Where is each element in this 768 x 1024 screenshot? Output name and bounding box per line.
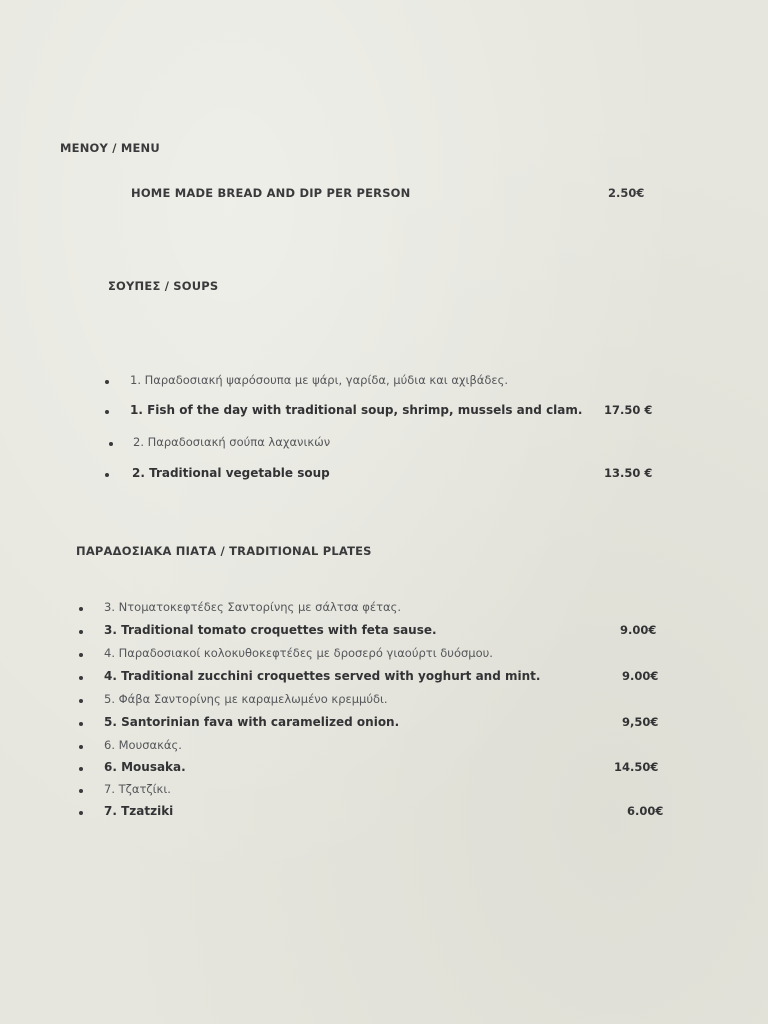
list-item [0,645,768,665]
list-item [0,781,768,801]
item-text-greek: 3. Ντοματοκεφτέδες Σαντορίνης με σάλτσα φέτας. [104,600,401,614]
bullet-icon [79,653,83,657]
item-price: 9.00€ [620,623,657,637]
bullet-icon [105,473,109,477]
bread-price: 2.50€ [608,186,645,200]
soups-heading: ΣΟΥΠΕΣ / SOUPS [108,279,219,293]
item-text-english: 7. Tzatziki [104,804,174,818]
bullet-icon [109,442,113,446]
item-text-greek: 2. Παραδοσιακή σούπα λαχανικών [133,435,331,449]
traditional-heading: ΠΑΡΑΔΟΣΙΑΚΑ ΠΙΑΤΑ / TRADITIONAL PLATES [76,544,372,558]
menu-title: ΜΕΝΟΥ / MENU [60,141,160,155]
bread-label: HOME MADE BREAD AND DIP PER PERSON [131,186,411,200]
bullet-icon [79,607,83,611]
item-text-greek: 6. Μουσακάς. [104,738,182,752]
item-text-greek: 1. Παραδοσιακή ψαρόσουπα με ψάρι, γαρίδα, μύδια και αχιβάδες. [130,373,509,387]
list-item [0,714,768,734]
item-price: 9.00€ [622,669,659,683]
item-text-greek: 4. Παραδοσιακοί κολοκυθοκεφτέδες με δροσερό γιαούρτι δυόσμου. [104,646,493,660]
item-text-english: 2. Traditional vegetable soup [132,466,330,480]
bullet-icon [79,699,83,703]
item-text-english: 1. Fish of the day with traditional soup, shrimp, mussels and clam. [130,403,583,417]
bullet-icon [105,380,109,384]
bullet-icon [105,410,109,414]
list-item [0,402,768,422]
bullet-icon [79,745,83,749]
list-item [0,622,768,642]
item-price: 6.00€ [627,804,664,818]
list-item [0,465,768,485]
list-item [0,737,768,757]
list-item [0,691,768,711]
list-item [0,372,768,392]
bullet-icon [79,630,83,634]
list-item [0,759,768,779]
item-text-english: 3. Traditional tomato croquettes with feta sause. [104,623,437,637]
bullet-icon [79,722,83,726]
bullet-icon [79,789,83,793]
list-item [0,668,768,688]
item-text-english: 5. Santorinian fava with caramelized onion. [104,715,400,729]
item-price: 14.50€ [614,760,659,774]
item-text-greek: 7. Τζατζίκι. [104,782,171,796]
item-price: 17.50 € [604,403,653,417]
bullet-icon [79,811,83,815]
bullet-icon [79,676,83,680]
item-price: 9,50€ [622,715,659,729]
bullet-icon [79,767,83,771]
item-text-greek: 5. Φάβα Σαντορίνης με καραμελωμένο κρεμμύδι. [104,692,388,706]
list-item [0,434,768,454]
item-text-english: 6. Mousaka. [104,760,186,774]
list-item [0,803,768,823]
item-text-english: 4. Traditional zucchini croquettes served with yoghurt and mint. [104,669,541,683]
item-price: 13.50 € [604,466,653,480]
list-item [0,599,768,619]
